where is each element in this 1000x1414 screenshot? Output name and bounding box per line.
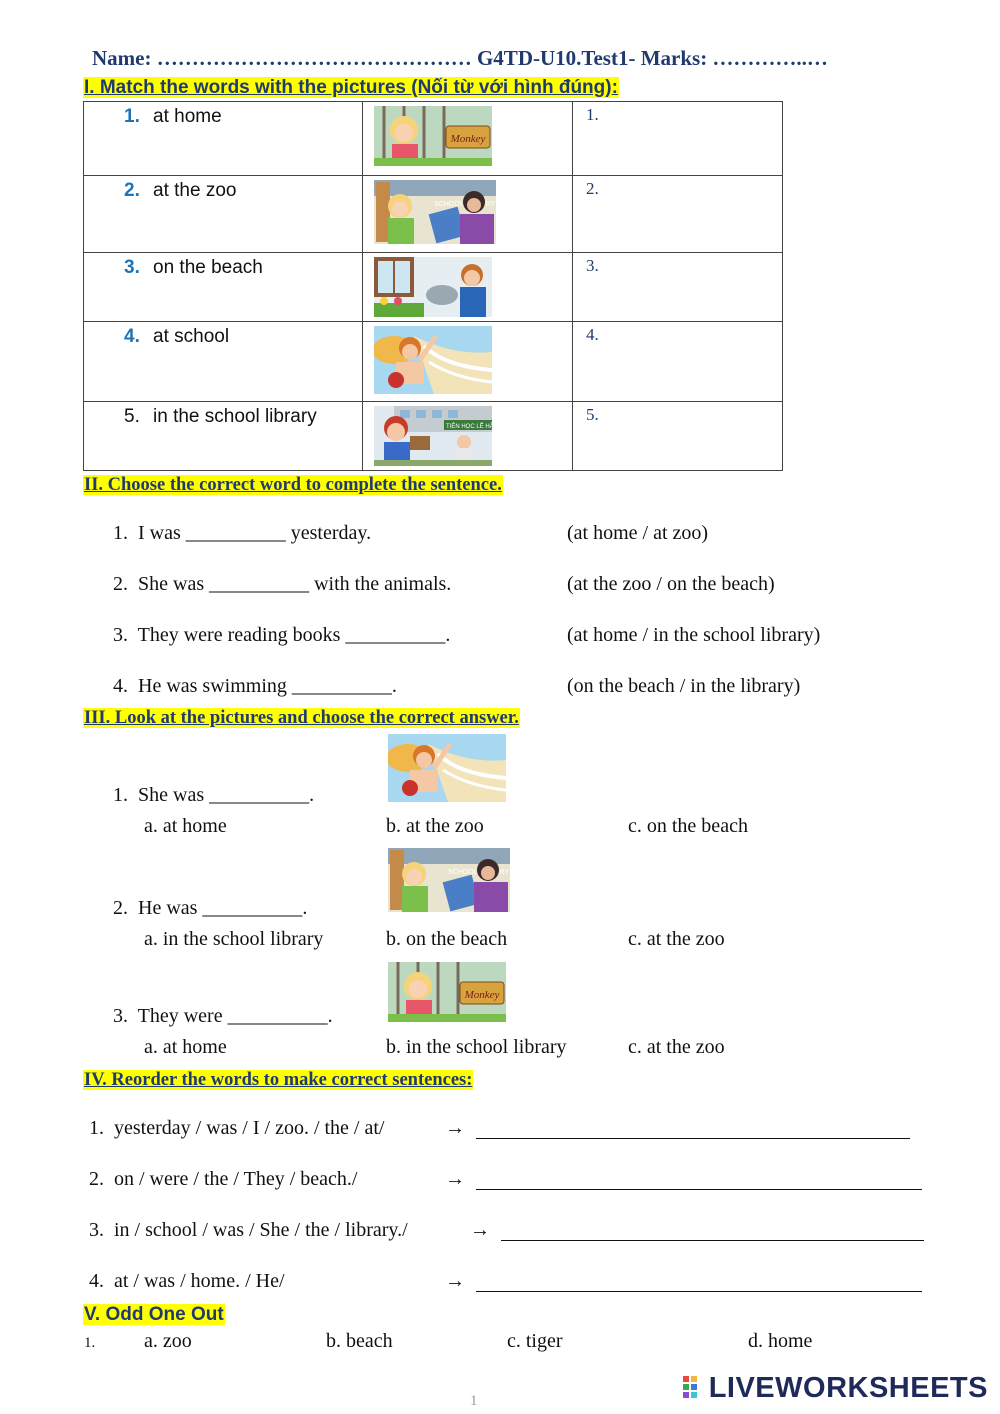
question-number: 1. [113,784,128,806]
row-number: 3. [124,257,140,278]
table-row [84,322,783,402]
question-item[interactable] [113,624,450,647]
question-choices: (at home / at zoo) [567,522,709,544]
reorder-words: at / was / home. / He/ [114,1270,285,1292]
question-item[interactable] [113,522,371,545]
question-picture-beach [388,734,506,802]
answer-slot[interactable]: 5. [586,405,599,424]
match-word: at the zoo [153,180,237,201]
match-word: at home [153,106,222,127]
answer-line[interactable] [476,1138,910,1139]
question-item[interactable] [113,573,451,596]
question-item [113,784,314,807]
option-b[interactable]: b. in the school library [386,1036,567,1058]
lws-logo-icon [683,1376,705,1402]
option-a[interactable]: a. at home [144,815,227,837]
question-text: She was __________ with the animals. [138,573,452,595]
question-text: They were __________. [137,1005,333,1027]
option-c[interactable]: c. at the zoo [628,1036,725,1058]
worksheet-header: Name: ……………………………………… G4TD-U10.Test1- Marks: …………..… [92,46,828,70]
option-c[interactable]: c. on the beach [628,815,748,837]
reorder-words: in / school / was / She / the / library./ [114,1219,408,1241]
question-number: 1. [113,522,128,544]
reorder-number: 1. [89,1117,104,1139]
odd-option-c[interactable]: c. tiger [507,1330,563,1352]
question-item [113,897,307,920]
reorder-item [89,1219,408,1242]
question-number: 2. [113,897,128,919]
option-a[interactable]: a. in the school library [144,928,324,950]
table-row [84,102,783,176]
question-item [113,1005,333,1028]
row-number: 5. [124,406,140,427]
section4-title: IV. Reorder the words to make correct sentences: [84,1070,473,1090]
option-b[interactable]: b. at the zoo [386,815,484,837]
question-text: I was __________ yesterday. [138,522,372,544]
option-a[interactable]: a. at home [144,1036,227,1058]
question-choices: (at the zoo / on the beach) [567,573,775,595]
page-number: 1 [470,1393,478,1409]
row-number: 1. [124,106,140,127]
liveworksheets-logo: LIVEWORKSHEETS [683,1372,988,1405]
reorder-number: 3. [89,1219,104,1241]
section5-title: V. Odd One Out [84,1304,224,1325]
option-b[interactable]: b. on the beach [386,928,508,950]
question-text: They were reading books __________. [137,624,451,646]
answer-slot[interactable]: 4. [586,325,599,344]
answer-slot[interactable]: 2. [586,179,599,198]
arrow: → [445,1168,465,1190]
picture-zoo [374,106,492,166]
answer-line[interactable] [476,1291,922,1292]
question-text: She was __________. [138,784,315,806]
row-number: 2. [124,180,140,201]
match-word: at school [153,326,230,347]
answer-line[interactable] [476,1189,922,1190]
question-choices: (on the beach / in the library) [567,675,801,697]
section3-title: III. Look at the pictures and choose the correct answer. [84,708,519,728]
picture-beach [374,326,492,394]
table-row [84,402,783,471]
reorder-number: 2. [89,1168,104,1190]
reorder-item [89,1270,285,1293]
row-number: 4. [124,326,140,347]
odd-option-d[interactable]: d. home [748,1330,813,1352]
picture-school [374,406,492,466]
reorder-number: 4. [89,1270,104,1292]
odd-one-number: 1. [84,1335,96,1351]
reorder-item [89,1117,384,1140]
question-number: 2. [113,573,128,595]
option-c[interactable]: c. at the zoo [628,928,725,950]
match-word: on the beach [153,257,263,278]
question-number: 4. [113,675,128,697]
question-picture-zoo [388,962,506,1022]
arrow: → [470,1219,490,1241]
question-number: 3. [113,624,128,646]
reorder-item [89,1168,357,1191]
matching-table [83,101,783,471]
answer-line[interactable] [501,1240,924,1241]
answer-slot[interactable]: 3. [586,256,599,275]
question-text: He was swimming __________. [138,675,397,697]
odd-option-b[interactable]: b. beach [326,1330,393,1352]
question-item[interactable] [113,675,397,698]
match-word: in the school library [153,406,317,427]
section1-title: I. Match the words with the pictures (Nối từ với hình đúng): [84,77,618,98]
question-choices: (at home / in the school library) [567,624,821,646]
question-number: 3. [113,1005,128,1027]
answer-slot[interactable]: 1. [586,105,599,124]
reorder-words: yesterday / was / I / zoo. / the / at/ [114,1117,385,1139]
arrow: → [445,1270,465,1292]
reorder-words: on / were / the / They / beach./ [114,1168,358,1190]
table-row [84,253,783,322]
picture-home [374,257,492,317]
picture-library [374,180,496,244]
table-row [84,176,783,253]
odd-option-a[interactable]: a. zoo [144,1330,192,1352]
question-picture-library [388,848,510,912]
section2-title: II. Choose the correct word to complete the sentence. [84,475,502,495]
arrow: → [445,1117,465,1139]
question-text: He was __________. [138,897,308,919]
